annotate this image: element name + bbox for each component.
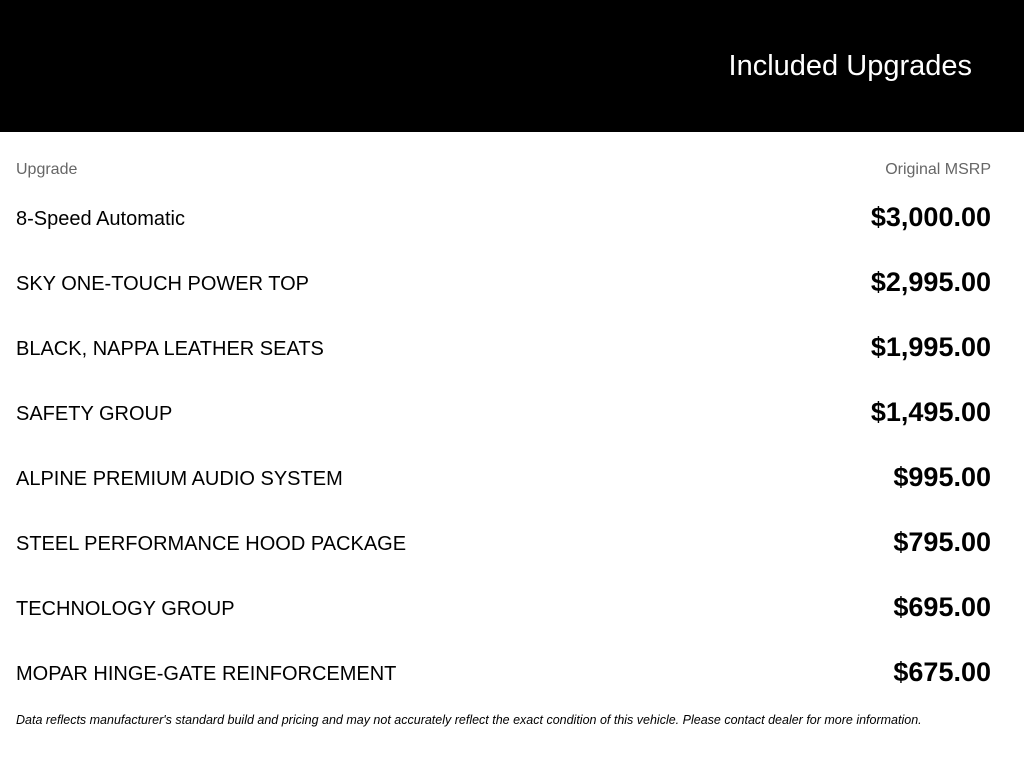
upgrade-name: SKY ONE-TOUCH POWER TOP: [16, 273, 310, 295]
table-row: [0, 575, 1024, 640]
upgrade-price: $1,995.00: [870, 332, 991, 362]
upgrade-name: 8-Speed Automatic: [16, 208, 185, 230]
table-row: [0, 380, 1024, 445]
table-row: [0, 510, 1024, 575]
table-row: [0, 250, 1024, 315]
upgrade-name: ALPINE PREMIUM AUDIO SYSTEM: [16, 468, 343, 490]
upgrade-name: STEEL PERFORMANCE HOOD PACKAGE: [16, 533, 407, 555]
upgrade-name: TECHNOLOGY GROUP: [16, 598, 235, 620]
table-row: [0, 640, 1024, 705]
page-title: Included Upgrades: [728, 50, 972, 82]
table-row: [0, 185, 1024, 250]
upgrade-price: $1,495.00: [870, 397, 991, 427]
table-row: [0, 445, 1024, 510]
column-header-msrp: Original MSRP: [885, 161, 991, 178]
upgrade-price: $3,000.00: [870, 202, 991, 232]
upgrade-name: MOPAR HINGE-GATE REINFORCEMENT: [16, 663, 397, 685]
upgrade-price: $695.00: [893, 592, 991, 622]
column-header-upgrade: Upgrade: [16, 161, 78, 178]
disclaimer-text: Data reflects manufacturer's standard build and pricing and may not accurately reflect the exact condition of this vehicle. Please contact dealer for more information.: [16, 713, 922, 727]
upgrade-price: $995.00: [893, 462, 991, 492]
table-row: [0, 315, 1024, 380]
upgrade-name: SAFETY GROUP: [16, 403, 173, 425]
upgrade-price: $675.00: [893, 657, 991, 687]
upgrade-price: $2,995.00: [870, 267, 991, 297]
upgrades-list: [0, 185, 1024, 705]
header-banner: [0, 0, 1024, 132]
upgrade-name: BLACK, NAPPA LEATHER SEATS: [16, 338, 324, 360]
upgrade-price: $795.00: [893, 527, 991, 557]
